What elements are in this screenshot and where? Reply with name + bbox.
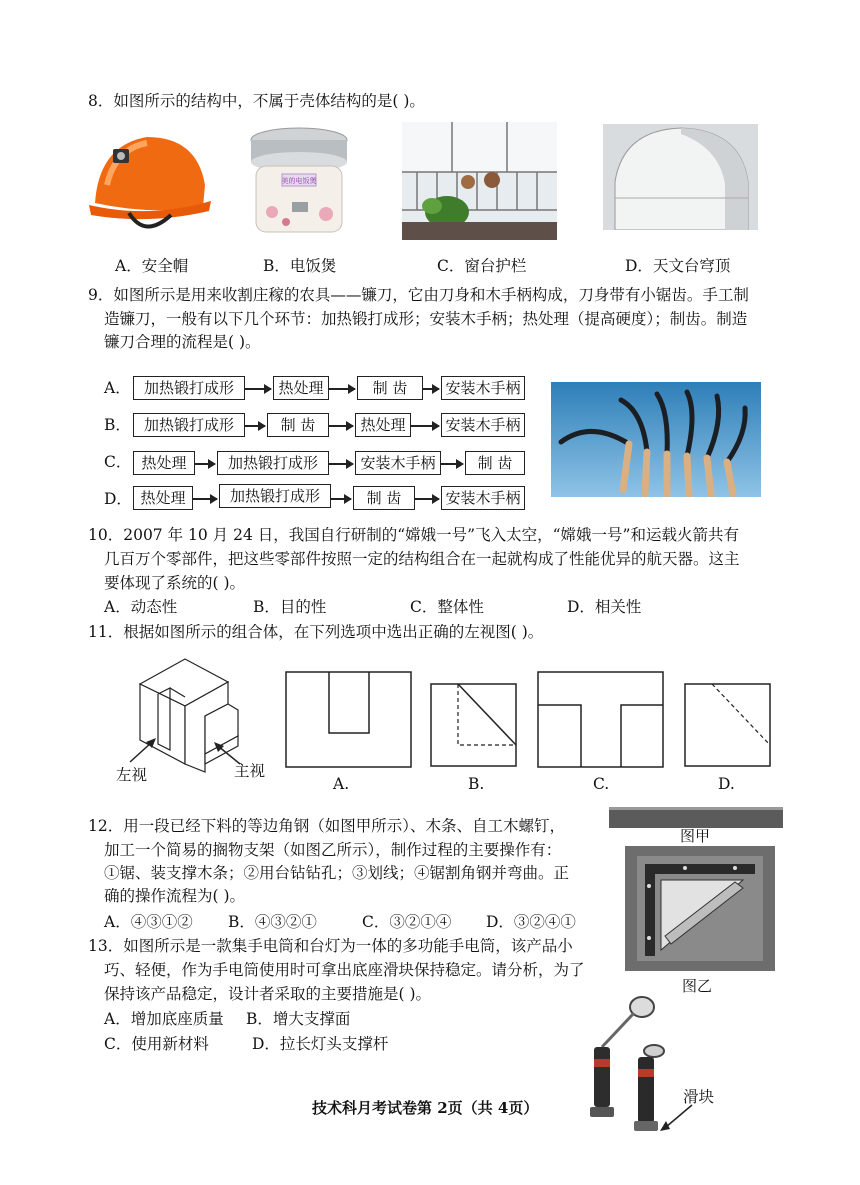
q12-option-c: C．③②①④ <box>362 913 452 931</box>
q9-option-d-label: D． <box>104 490 132 508</box>
q9-b-step-1: 加热锻打成形 <box>133 413 245 437</box>
q11-option-c: C. <box>593 775 610 793</box>
q9-option-b-label: B． <box>104 416 131 434</box>
q9-a-step-2: 热处理 <box>273 376 329 400</box>
arrow-icon <box>331 498 351 500</box>
q11-option-a: A. <box>333 775 350 793</box>
q9-stem-line-3: 镰刀合理的流程是( )。 <box>104 333 261 351</box>
rice-cooker-label: 美的电饭煲 <box>281 177 317 185</box>
helmet-image <box>85 115 215 245</box>
q13-stem-line-3: 保持该产品稳定，设计者采取的主要措施是( )。 <box>104 985 432 1003</box>
q13-option-a: A．增加底座质量 <box>104 1010 224 1028</box>
q9-c-step-2: 加热锻打成形 <box>217 451 329 475</box>
q11-option-b: B. <box>468 775 485 793</box>
view-option-c <box>537 671 665 769</box>
q12-stem-line-3: ①锯、装支撑木条；②用台钻钻孔；③划线；④锯割角钢并弯曲。正 <box>104 864 570 882</box>
q10-stem-line-1: 10．2007 年 10 月 24 日，我国自行研制的“嫦娥一号”飞入太空，“嫦娥一号”和运载火箭共有 <box>88 526 739 544</box>
q9-c-step-4: 制 齿 <box>465 451 525 475</box>
q13-stem-line-2: 巧、轻便，作为手电筒使用时可拿出底座滑块保持稳定。请分析，为了 <box>104 961 585 979</box>
q8-option-d: D．天文台穹顶 <box>625 257 731 275</box>
q9-c-step-1: 热处理 <box>133 451 195 475</box>
arrow-icon <box>441 463 463 465</box>
window-railing-image <box>402 122 557 240</box>
q9-a-step-1: 加热锻打成形 <box>133 376 245 400</box>
q9-option-a-label: A． <box>104 379 131 397</box>
q12-stem-line-1: 12．用一段已经下料的等边角钢（如图甲所示）、木条、自工木螺钉， <box>88 817 565 835</box>
q9-d-step-3: 制 齿 <box>353 486 415 510</box>
view-option-a <box>285 671 413 769</box>
fig-b-label: 图乙 <box>682 977 713 995</box>
fig-a-label: 图甲 <box>680 827 711 845</box>
arrow-icon <box>329 388 355 390</box>
q13-stem-line-1: 13．如图所示是一款集手电筒和台灯为一体的多功能手电筒，该产品小 <box>88 937 573 955</box>
q11-stem: 11．根据如图所示的组合体，在下列选项中选出正确的左视图( )。 <box>88 623 544 641</box>
label-front-view: 主视 <box>234 762 266 780</box>
view-option-d <box>684 683 772 769</box>
q8-option-c: C．窗台护栏 <box>437 257 527 275</box>
q13-option-d: D．拉长灯头支撑杆 <box>252 1035 389 1053</box>
arrow-icon <box>415 498 439 500</box>
q13-option-c: C．使用新材料 <box>104 1035 209 1053</box>
q9-stem-line-1: 9．如图所示是用来收割庄稼的农具——镰刀，它由刀身和木手柄构成，刀身带有小锯齿。手工制 <box>88 286 749 304</box>
q12-option-b: B．④③②① <box>228 913 317 931</box>
q9-c-step-3: 安装木手柄 <box>355 451 441 475</box>
q9-b-step-4: 安装木手柄 <box>441 413 525 437</box>
observatory-dome-image <box>603 124 758 230</box>
q9-b-step-2: 制 齿 <box>267 413 329 437</box>
q9-a-step-4: 安装木手柄 <box>441 376 525 400</box>
view-option-b <box>430 683 518 769</box>
q8-option-b: B．电饭煲 <box>263 257 337 275</box>
arrow-icon <box>423 388 439 390</box>
arrow-icon <box>195 463 215 465</box>
arrow-icon <box>411 425 439 427</box>
q9-stem-line-2: 造镰刀，一般有以下几个环节：加热锻打成形；安装木手柄；热处理（提高硬度）；制齿。制造 <box>104 310 748 328</box>
q10-option-b: B．目的性 <box>253 598 327 616</box>
q9-b-step-3: 热处理 <box>355 413 411 437</box>
flashlight-lamp-image <box>572 985 722 1140</box>
label-left-view: 左视 <box>116 766 148 784</box>
q10-option-a: A．动态性 <box>104 598 178 616</box>
q12-stem-line-4: 确的操作流程为( )。 <box>104 887 246 905</box>
q9-d-step-4: 安装木手柄 <box>441 486 525 510</box>
q8-stem: 8．如图所示的结构中，不属于壳体结构的是( )。 <box>88 92 425 110</box>
arrow-icon <box>329 425 353 427</box>
q12-stem-line-2: 加工一个简易的搁物支架（如图乙所示），制作过程的主要操作有： <box>104 841 562 859</box>
q9-d-step-2: 加热锻打成形 <box>219 484 331 508</box>
q9-d-step-1: 热处理 <box>133 486 193 510</box>
page-footer: 技术科月考试卷第 2页（共 4页） <box>312 1099 539 1117</box>
arrow-icon <box>193 498 217 500</box>
arrow-icon <box>329 463 353 465</box>
slider-label: 滑块 <box>683 1088 715 1106</box>
q10-option-c: C．整体性 <box>410 598 484 616</box>
q11-option-d: D. <box>718 775 735 793</box>
arrow-icon <box>245 425 265 427</box>
q10-stem-line-2: 几百万个零部件，把这些零部件按照一定的结构组合在一起就构成了性能优异的航天器。这主 <box>104 550 740 568</box>
q9-option-c-label: C． <box>104 453 132 471</box>
q9-a-step-3: 制 齿 <box>357 376 423 400</box>
q13-option-b: B．增大支撑面 <box>246 1010 351 1028</box>
shelf-bracket-image <box>625 846 775 971</box>
rice-cooker-image <box>242 118 357 243</box>
q12-option-d: D．③②④① <box>486 913 576 931</box>
q10-stem-line-3: 要体现了系统的( )。 <box>104 574 246 592</box>
arrow-icon <box>245 388 271 390</box>
sickle-image <box>551 382 761 497</box>
q12-option-a: A．④③①② <box>104 913 193 931</box>
q8-option-a: A．安全帽 <box>115 257 189 275</box>
q10-option-d: D．相关性 <box>567 598 642 616</box>
